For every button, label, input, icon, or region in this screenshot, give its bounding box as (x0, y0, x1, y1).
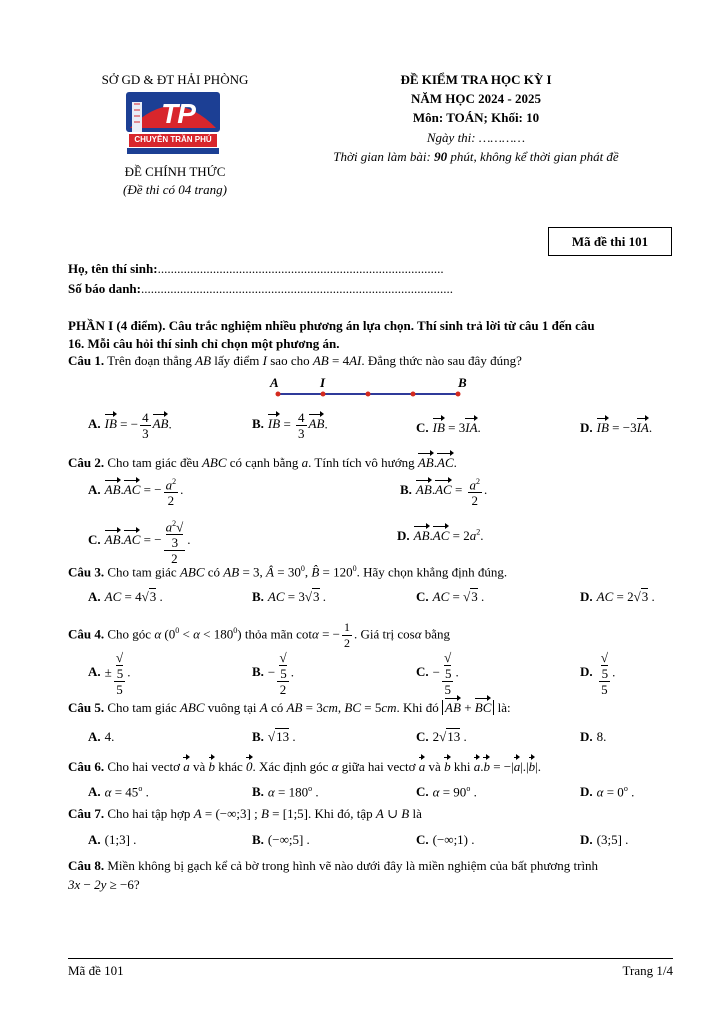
question-4: Câu 4. Cho góc α $(0^0 < \alpha < 180^0)$ thỏa mãn cotα = − $\frac{1}{2}$ . Giá trị cosα bằng (68, 620, 451, 650)
question-7: Câu 7. Cho hai tập hợp A = (−∞;3] ; B = [1;5]. Khi đó, tập A ∪ B là (68, 806, 422, 821)
question-1: Câu 1. Trên đoạn thẳng AB lấy điểm I sao cho AB = 4AI. Đẳng thức nào sau đây đúng? (68, 353, 522, 368)
pages-note: (Đề thi có 04 trang) (123, 182, 227, 197)
subject: Môn: TOÁN; Khối: 10 (412, 110, 540, 125)
official-label: ĐỀ CHÍNH THỨC (124, 164, 226, 179)
q2-option-a[interactable]: A. AB.AC = − $\frac{a^2}{2}$ . (88, 474, 183, 508)
logo-caption: CHUYÊN TRẦN PHÚ (134, 135, 212, 144)
school-logo (124, 90, 222, 156)
q7-option-a[interactable]: A. (1;3] . (88, 832, 137, 847)
q1-option-c[interactable]: C. IB = 3IA. (416, 420, 481, 435)
q6-option-a[interactable]: A. $\alpha = 45^o$ . (88, 784, 149, 800)
q5-option-d[interactable]: D. 8. (580, 729, 607, 744)
part1-title-1: PHẦN I (4 điểm). Câu trắc nghiệm nhiều phương án lựa chọn. Thí sinh trả lời từ câu 1 đến câu (68, 318, 595, 333)
q5-option-c[interactable]: C. 2√13 . (416, 729, 467, 744)
school-year: NĂM HỌC 2024 - 2025 (411, 91, 541, 106)
q4-option-d[interactable]: D. √ 5 5 . (580, 650, 616, 697)
q7-option-c[interactable]: C. (−∞;1) . (416, 832, 475, 847)
q1-option-d[interactable]: D. IB = −3IA. (580, 420, 653, 435)
q4-option-a[interactable]: A. ± √ 5 5 . (88, 650, 131, 697)
exam-code-box: Mã đề thi 101 (548, 227, 672, 256)
q3-option-b[interactable]: B. AC = 3√3 . (252, 589, 327, 604)
q7-option-d[interactable]: D. (3;5] . (580, 832, 629, 847)
question-2: Câu 2. Cho tam giác đều ABC có cạnh bằng a. Tính tích vô hướng AB.AC. (68, 455, 457, 470)
segment-figure (268, 374, 468, 400)
q4-option-c[interactable]: C. − √ 5 5 . (416, 650, 459, 697)
q4-option-b[interactable]: B. − √ 5 2 . (252, 650, 295, 697)
question-5: Câu 5. Cho tam giác ABC vuông tại A có AB = 3cm, BC = 5cm. Khi đó AB + BC là: (68, 700, 511, 715)
q7-option-b[interactable]: B. (−∞;5] . (252, 832, 310, 847)
point-i-label: I (320, 375, 326, 390)
student-name-line: Họ, tên thí sinh:........................................................................................ (68, 261, 444, 276)
footer-divider (68, 958, 673, 959)
student-id-line: Số báo danh:................................................................................................ (68, 281, 453, 296)
q2-option-b[interactable]: B. AB.AC = $\frac{a^2}{2}$ . (400, 474, 487, 508)
point-b-label: B (458, 375, 467, 390)
point-a-label: A (270, 375, 279, 390)
q3-option-d[interactable]: D. AC = 2√3 . (580, 589, 655, 604)
department-name: SỞ GD & ĐT HẢI PHÒNG (101, 72, 249, 87)
part1-title-2: 16. Mỗi câu hỏi thí sinh chỉ chọn một phương án. (68, 336, 340, 351)
exam-date: Ngày thi: ………… (426, 130, 526, 145)
q6-option-b[interactable]: B. $\alpha = 180^o$ . (252, 784, 319, 800)
q6-option-d[interactable]: D. $\alpha = 0^o$ . (580, 784, 635, 800)
footer-page-number: Trang 1/4 (622, 963, 673, 978)
q2-option-c[interactable]: C. AB.AC = − $a^2√$ 3 2 . (88, 516, 190, 566)
question-3: Câu 3. Cho tam giác ABC có AB = 3, Â = $30^0$, B̂ = $120^0$. Hãy chọn khẳng định đúng. (68, 564, 508, 580)
q6-option-c[interactable]: C. $\alpha = 90^o$ . (416, 784, 477, 800)
q2-option-d[interactable]: D. $AB.AC = 2a^2$. (397, 527, 484, 543)
footer-exam-code: Mã đề 101 (68, 963, 124, 978)
exam-duration: Thời gian làm bài: 90 phút, không kể thời gian phát đề (333, 149, 619, 164)
exam-title: ĐỀ KIỂM TRA HỌC KỲ I (400, 72, 552, 87)
logo-text: TP (161, 98, 195, 129)
question-8: Câu 8. Miền không bị gạch kể cả bờ trong hình vẽ nào dưới đây là miền nghiệm của bất phương trình (68, 858, 599, 873)
question-6: Câu 6. Cho hai vectơ a và b khác 0. Xác định góc α giữa hai vectơ a và b khi a.b = −|a|.|b|. (68, 759, 542, 774)
question-8-cont: 3x − 2y ≥ −6? (68, 877, 140, 892)
q3-option-c[interactable]: C. AC = √3 . (416, 589, 485, 604)
segment-ab-figure (268, 374, 468, 400)
q3-option-a[interactable]: A. AC = 4√3 . (88, 589, 163, 604)
q5-option-b[interactable]: B. √13 . (252, 729, 296, 744)
q1-option-a[interactable]: A. IB = − $\frac{4}{3}$ AB. (88, 410, 172, 441)
q1-option-b[interactable]: B. IB = $\frac{4}{3}$ AB. (252, 410, 328, 441)
q5-option-a[interactable]: A. 4. (88, 729, 115, 744)
